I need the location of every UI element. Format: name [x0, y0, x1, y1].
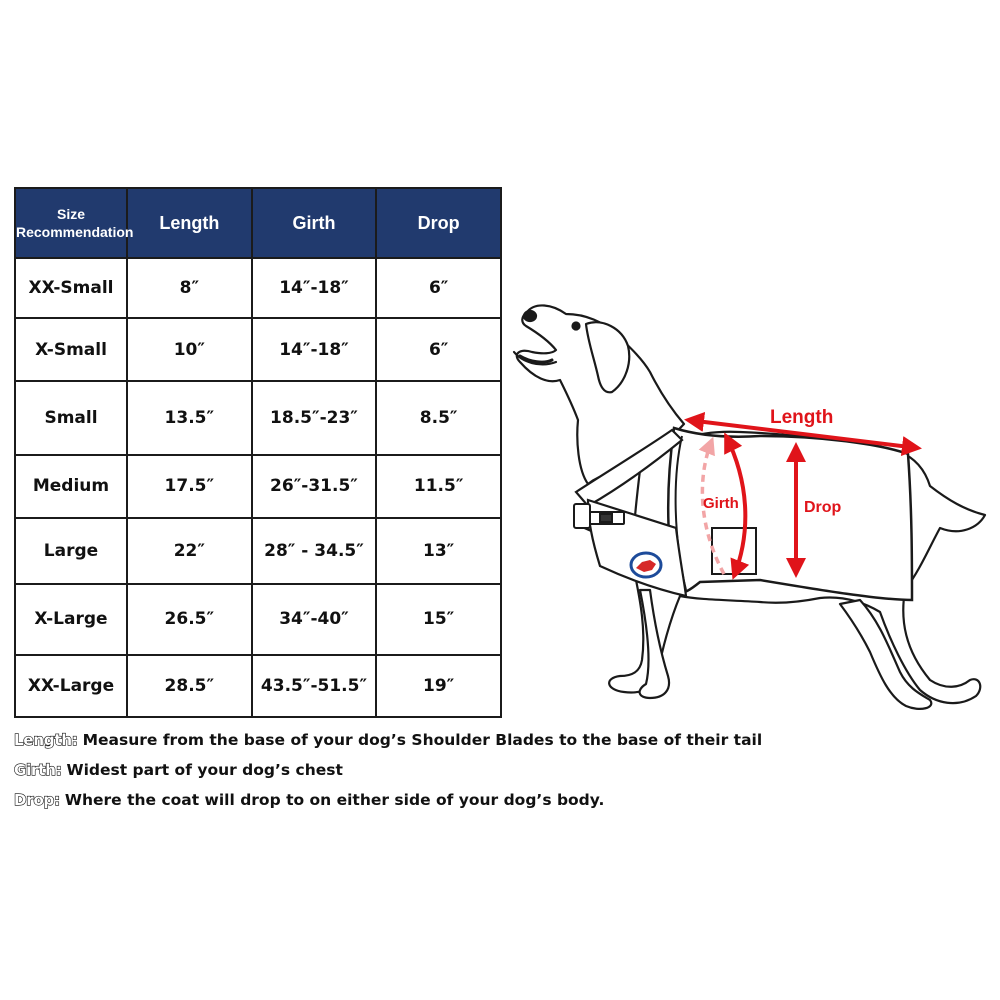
girth-cell: 18.5″-23″ [252, 381, 377, 455]
drop-label: Drop [804, 499, 842, 516]
length-cell: 8″ [127, 258, 252, 318]
legend-text-drop: Where the coat will drop to on either side of your dog’s body. [64, 791, 605, 809]
legend-text-girth: Widest part of your dog’s chest [66, 761, 343, 779]
legend-length [14, 731, 762, 749]
horse-logo-icon [631, 553, 661, 577]
header-size-recommendation [15, 188, 134, 258]
length-cell: 17.5″ [127, 455, 252, 517]
header-girth: Girth [252, 188, 377, 258]
header-length: Length [127, 188, 252, 258]
legend-term-drop: Drop: [14, 791, 60, 809]
legend-term-girth: Girth: [14, 761, 62, 779]
table-row [15, 518, 501, 584]
size-cell: XX-Small [15, 258, 127, 318]
table-row [15, 381, 501, 455]
table-row [15, 655, 501, 717]
legend-text-length: Measure from the base of your dog’s Shoulder Blades to the base of their tail [82, 731, 763, 749]
table-row [15, 455, 501, 517]
size-cell: Medium [15, 455, 127, 517]
drop-cell: 6″ [376, 258, 501, 318]
girth-cell: 43.5″-51.5″ [252, 655, 377, 717]
girth-cell: 28″ - 34.5″ [252, 518, 377, 584]
length-cell: 13.5″ [127, 381, 252, 455]
girth-cell: 26″-31.5″ [252, 455, 377, 517]
drop-cell: 19″ [376, 655, 501, 717]
header-size-line1: Size [56, 206, 85, 222]
size-cell: X-Large [15, 584, 127, 654]
girth-cell: 14″-18″ [252, 258, 377, 318]
drop-cell: 6″ [376, 318, 501, 380]
dog-measurement-diagram [505, 290, 1000, 720]
size-cell: X-Small [15, 318, 127, 380]
legend-drop [14, 791, 604, 809]
drop-cell: 15″ [376, 584, 501, 654]
size-cell: Large [15, 518, 127, 584]
legend-girth [14, 761, 343, 779]
size-cell: XX-Large [15, 655, 127, 717]
drop-cell: 8.5″ [376, 381, 501, 455]
length-cell: 22″ [127, 518, 252, 584]
legend-term-length: Length: [14, 731, 78, 749]
girth-label: Girth [703, 495, 739, 512]
size-chart-table [14, 187, 502, 718]
girth-cell: 14″-18″ [252, 318, 377, 380]
table-row [15, 258, 501, 318]
header-size-line2: Recommendation [16, 224, 134, 240]
drop-cell: 11.5″ [376, 455, 501, 517]
table-row [15, 584, 501, 654]
drop-cell: 13″ [376, 518, 501, 584]
header-drop: Drop [376, 188, 501, 258]
table-header-row [15, 188, 501, 258]
length-cell: 10″ [127, 318, 252, 380]
girth-cell: 34″-40″ [252, 584, 377, 654]
length-cell: 28.5″ [127, 655, 252, 717]
length-label: Length [770, 407, 834, 428]
table-row [15, 318, 501, 380]
size-cell: Small [15, 381, 127, 455]
length-cell: 26.5″ [127, 584, 252, 654]
